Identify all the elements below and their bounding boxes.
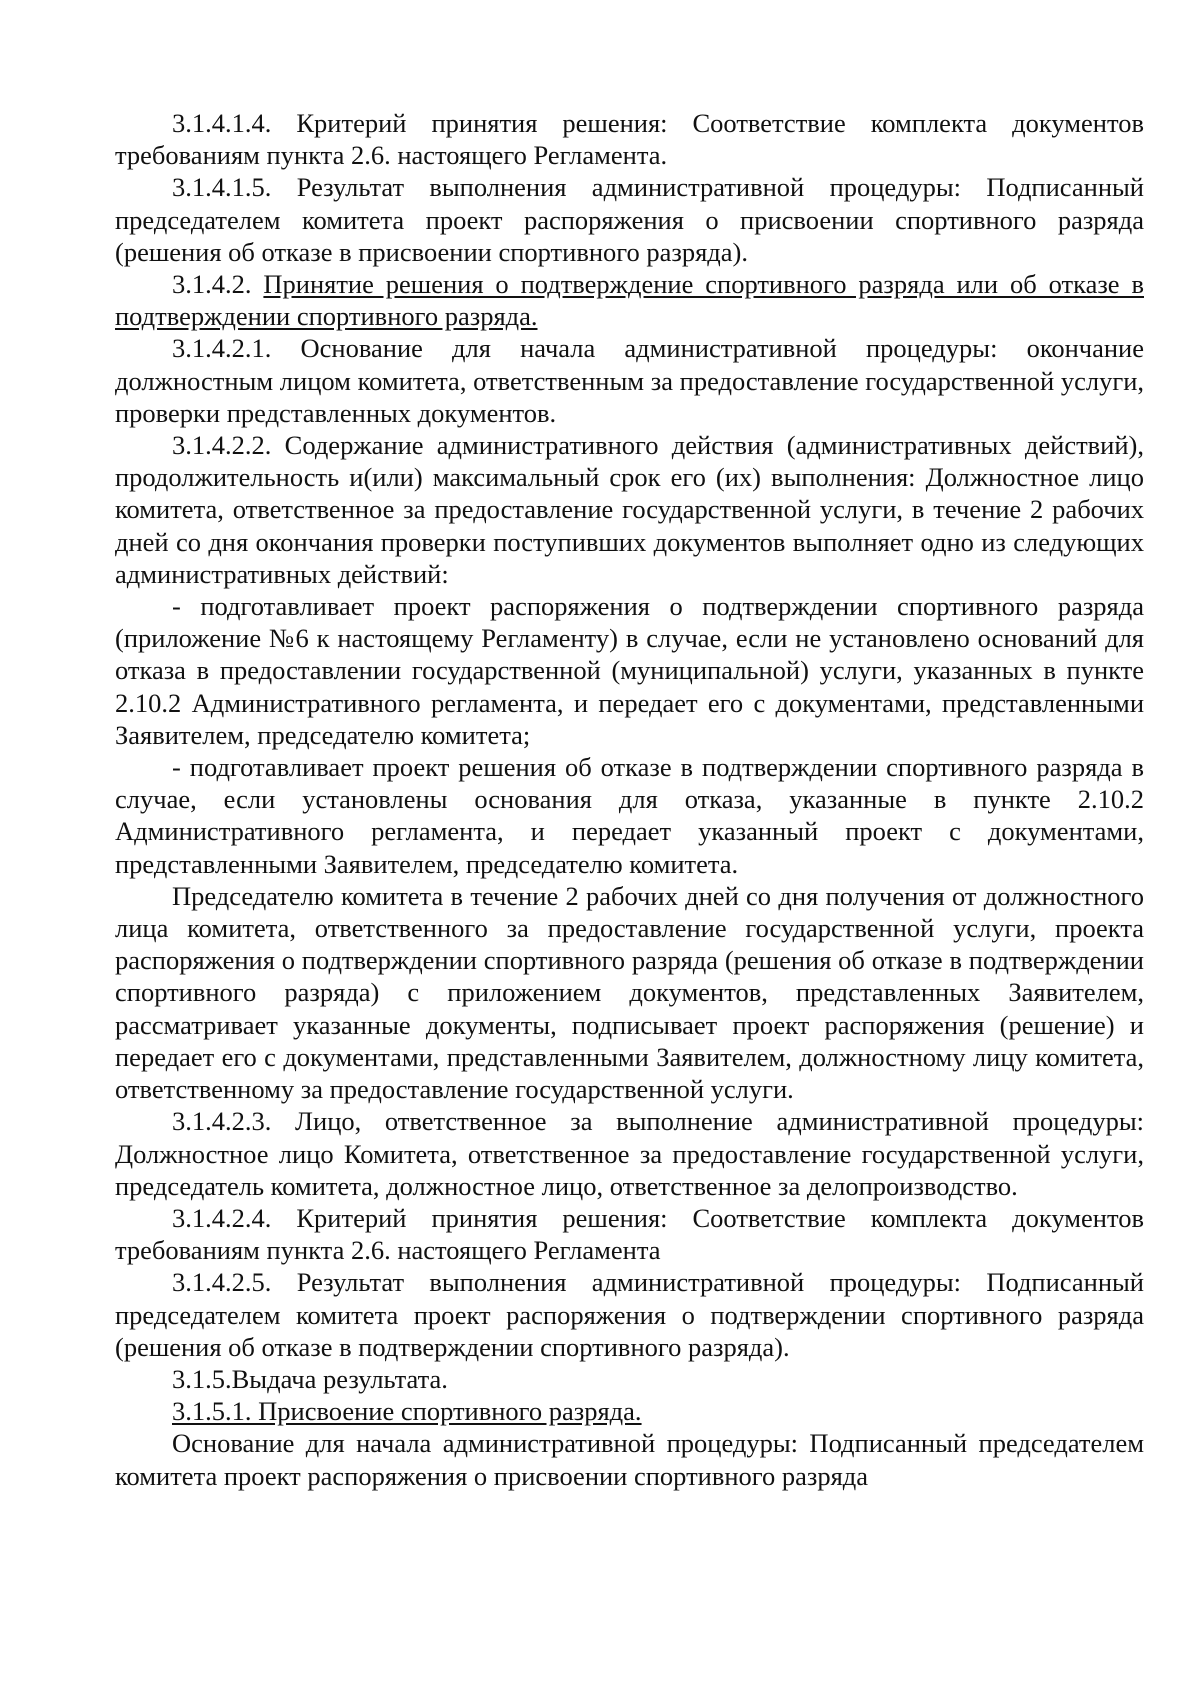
list-item-refusal-draft: - подготавливает проект решения об отказе в подтверждении спортивного разряда в случае, если установлены основания для отказа, указанные в пункте 2.10.2 Административного регламента, и передает указанный проект с документами, представленными Заявителем, председателю комитета.: [115, 752, 1144, 879]
paragraph-3-1-4-1-5: 3.1.4.1.5. Результат выполнения административной процедуры: Подписанный председателем комитета проект распоряжения о присвоении спортивного разряда (решения об отказе в присвоении спортивного разряда).: [115, 172, 1144, 267]
paragraph-3-1-4-2-2: 3.1.4.2.2. Содержание административного действия (административных действий), продолжительность и(или) максимальный срок его (их) выполнения: Должностное лицо комитета, ответственное за предоставление государственной услуги, в течение 2 рабочих дней со дня окончания проверки поступивших документов выполняет одно из следующих административных действий:: [115, 430, 1144, 589]
paragraph-3-1-4-2-4: 3.1.4.2.4. Критерий принятия решения: Соответствие комплекта документов требованиям пункта 2.6. настоящего Регламента: [115, 1202, 1144, 1266]
heading-underlined-title: Принятие решения о подтверждение спортивного разряда или об отказе в подтверждении спортивного разряда.: [115, 269, 1144, 332]
list-item-approval-draft: - подготавливает проект распоряжения о подтверждении спортивного разряда (приложение №6 к настоящему Регламенту) в случае, если не установлено оснований для отказа в предоставлении государственной (муниципальной) услуги, указанных в пункте 2.10.2 Административного регламента, и передает его с документами, представленными Заявителем, председателю комитета;: [115, 591, 1144, 750]
heading-number: 3.1.4.2.: [172, 269, 264, 300]
heading-underlined-title: 3.1.5.1. Присвоение спортивного разряда.: [172, 1396, 642, 1427]
paragraph-chairman-review: Председателю комитета в течение 2 рабочих дней со дня получения от должностного лица комитета, ответственного за предоставление государственной услуги, проекта распоряжения о подтверждении спортивного разряда (решения об отказе в подтверждении спортивного разряда) с приложением документов, представленных Заявителем, рассматривает указанные документы, подписывает проект распоряжения (решение) и передает его с документами, представленными Заявителем, должностному лицу комитета, ответственному за предоставление государственной услуги.: [115, 880, 1144, 1105]
section-heading-3-1-4-2: [115, 268, 1144, 332]
paragraph-basis-for-procedure: Основание для начала административной процедуры: Подписанный председателем комитета проект распоряжения о присвоении спортивного разряда: [115, 1428, 1144, 1491]
section-heading-3-1-5: 3.1.5.Выдача результата.: [172, 1363, 448, 1394]
paragraph-3-1-4-2-5: 3.1.4.2.5. Результат выполнения административной процедуры: Подписанный председателем комитета проект распоряжения о подтверждении спортивного разряда (решения об отказе в подтверждении спортивного разряда).: [115, 1267, 1144, 1362]
paragraph-3-1-4-2-1: 3.1.4.2.1. Основание для начала административной процедуры: окончание должностным лицом комитета, ответственным за предоставление государственной услуги, проверки представленных документов.: [115, 333, 1144, 428]
section-heading-3-1-5-1: [115, 1395, 1144, 1427]
paragraph-3-1-4-2-3: 3.1.4.2.3. Лицо, ответственное за выполнение административной процедуры: Должностное лицо Комитета, ответственное за предоставление государственной услуги, председатель комитета, должностное лицо, ответственное за делопроизводство.: [115, 1106, 1144, 1201]
paragraph-3-1-4-1-4: 3.1.4.1.4. Критерий принятия решения: Соответствие комплекта документов требованиям пункта 2.6. настоящего Регламента.: [115, 108, 1144, 171]
